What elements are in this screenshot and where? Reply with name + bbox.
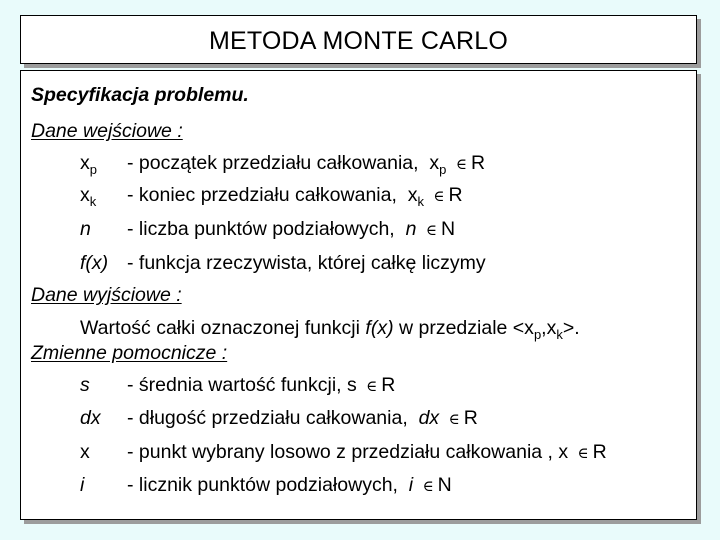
page-title: METODA MONTE CARLO [208,27,508,55]
aux-label: Zmienne pomocnicze : [31,342,228,364]
input-n-symbol: n [80,218,91,240]
input-xp-desc: - początek przedziału całkowania, $x_p$ ∈ R [127,152,486,177]
outputs-label: Dane wyjściowe : [31,284,182,306]
aux-dx-symbol: dx [80,407,101,429]
aux-x-desc: - punkt wybrany losowo z przedziału całkowania , x ∈ R [127,441,607,463]
aux-dx-desc: - długość przedziału całkowania, dx ∈ R [127,407,478,429]
input-f-symbol: f(x) [80,252,109,274]
aux-x-symbol: x [80,441,90,463]
content-box [20,70,697,520]
input-n-desc: - liczba punktów podziałowych, n ∈ N [127,218,456,240]
title-box [20,15,697,64]
input-xk-symbol: $x_k$ [80,184,97,209]
aux-i-symbol: i [80,474,85,496]
input-xp-symbol: $x_p$ [80,152,97,177]
outputs-description: Wartość całki oznaczonej funkcji f(x) w przedziale $<x_p,x_k>$. [80,317,580,342]
input-xk-desc: - koniec przedziału całkowania, $x_k$ ∈ R [127,184,463,209]
aux-s-desc: - średnia wartość funkcji, s ∈ R [127,374,396,396]
inputs-label: Dane wejściowe : [31,120,183,142]
input-f-desc: - funkcja rzeczywista, której całkę liczymy [127,252,486,274]
aux-s-symbol: s [80,374,90,396]
aux-i-desc: - licznik punktów podziałowych, i ∈ N [127,474,452,496]
problem-heading: Specyfikacja problemu. [31,84,249,106]
